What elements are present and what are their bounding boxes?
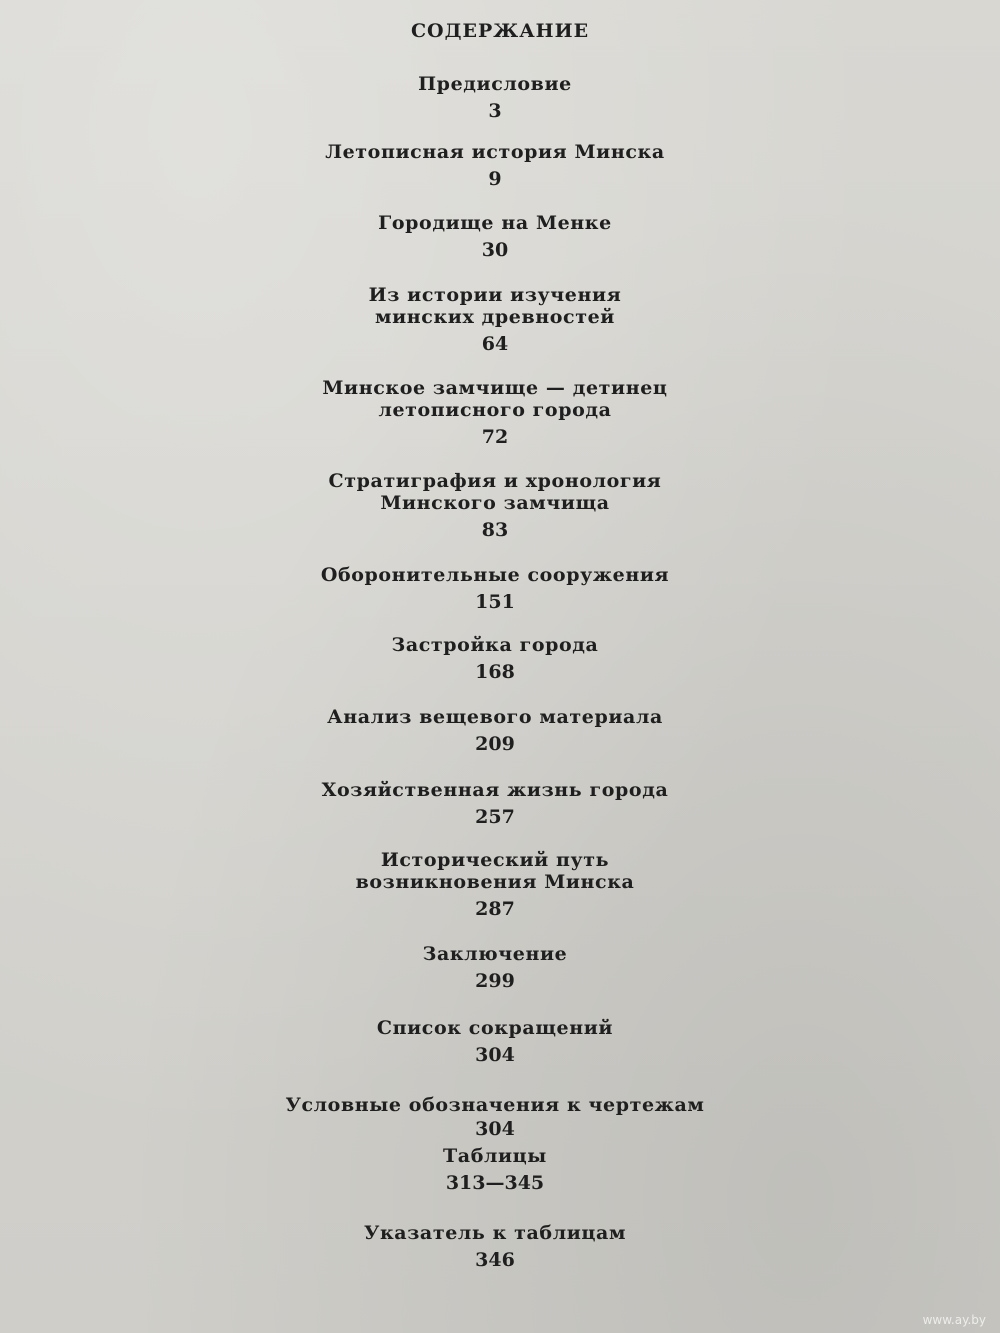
- toc-page: 64: [481, 333, 509, 355]
- toc-page: 257: [475, 806, 515, 828]
- toc-page: 304: [475, 1118, 515, 1140]
- toc-page: 168: [475, 661, 515, 683]
- toc-title: Из истории изучения: [368, 284, 622, 306]
- toc-title: Летописная история Минска: [325, 141, 665, 163]
- toc-title: Минское замчище — детинец: [322, 377, 668, 399]
- toc-title: Хозяйственная жизнь города: [321, 779, 669, 801]
- toc-title: Застройка города: [391, 634, 599, 656]
- toc-title: летописного города: [378, 399, 612, 421]
- toc-title: Минского замчища: [380, 492, 610, 514]
- toc-title: Предисловие: [418, 73, 572, 95]
- toc-entry: [0, 564, 990, 613]
- contents-heading: СОДЕРЖАНИЕ: [410, 20, 590, 42]
- toc-entry: [0, 1094, 990, 1140]
- toc-title: Заключение: [422, 943, 568, 965]
- toc-title: Исторический путь: [380, 849, 610, 871]
- toc-title: Анализ вещевого материала: [327, 706, 663, 728]
- toc-entry: [0, 377, 990, 448]
- toc-page: 299: [475, 970, 515, 992]
- toc-page: 83: [481, 519, 509, 541]
- toc-entry: [0, 1145, 990, 1194]
- toc-title: возникновения Минска: [355, 871, 635, 893]
- toc-page: 304: [475, 1044, 515, 1066]
- toc-title: Список сокращений: [376, 1017, 614, 1039]
- toc-entry: [0, 706, 990, 755]
- toc-entry: [0, 849, 990, 920]
- toc-entry: [0, 212, 990, 261]
- toc-title: Городище на Менке: [378, 212, 612, 234]
- watermark: www.ay.by: [922, 1313, 986, 1327]
- toc-page: 346: [475, 1249, 515, 1271]
- toc-title: Указатель к таблицам: [363, 1222, 627, 1244]
- toc-entry: [0, 470, 990, 541]
- toc-title: Оборонительные сооружения: [320, 564, 670, 586]
- toc-page: 9: [488, 168, 502, 190]
- toc-page: 151: [475, 591, 515, 613]
- toc-page: 313—345: [445, 1172, 545, 1194]
- toc-entry: [0, 634, 990, 683]
- toc-entry: [0, 1222, 990, 1271]
- toc-entry: [0, 284, 990, 355]
- toc-entry: [0, 1017, 990, 1066]
- toc-page: 72: [481, 426, 509, 448]
- toc-page: 209: [475, 733, 515, 755]
- toc-entry: [0, 73, 990, 122]
- toc-entry: [0, 779, 990, 828]
- toc-title: Условные обозначения к чертежам: [285, 1094, 705, 1116]
- toc-page: 30: [481, 239, 509, 261]
- toc-page: 287: [475, 898, 515, 920]
- toc-entry: [0, 943, 990, 992]
- toc-title: Стратиграфия и хронология: [328, 470, 662, 492]
- toc-title: Таблицы: [443, 1145, 547, 1167]
- toc-title: минских древностей: [375, 306, 615, 328]
- toc-entry: [0, 141, 990, 190]
- toc-page: 3: [488, 100, 502, 122]
